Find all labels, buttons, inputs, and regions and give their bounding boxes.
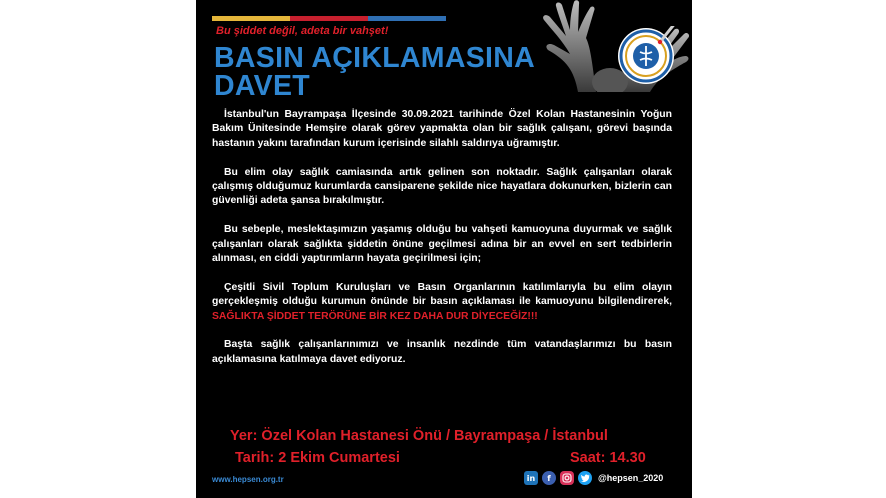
twitter-icon[interactable] bbox=[578, 471, 592, 485]
paragraph-1: İstanbul'un Bayrampaşa İlçesinde 30.09.2021 tarihinde Özel Kolan Hastanesinin Yoğun Bakım Ünitesinde Hemşire olarak görev yapmakta olan bir sağlık çalışanı, görevi başında hastanın yakını tarafından kurum içerisinde silahlı saldırıya uğramıştır. bbox=[212, 109, 672, 149]
social-handle[interactable]: @hepsen_2020 bbox=[598, 473, 664, 483]
paragraph-5: Başta sağlık çalışanlarınımızı ve insanlık nezdinde tüm vatandaşlarımızı bu basın açıklamasına katılmaya davet ediyoruz. bbox=[212, 339, 672, 365]
instagram-icon[interactable] bbox=[560, 471, 574, 485]
headline bbox=[214, 44, 535, 100]
event-place: Yer: Özel Kolan Hastanesi Önü / Bayrampaşa / İstanbul bbox=[230, 428, 608, 444]
blue-stripe bbox=[368, 16, 446, 21]
website-link[interactable]: www.hepsen.org.tr bbox=[212, 475, 284, 484]
paragraph-4-text: Çeşitli Sivil Toplum Kuruluşları ve Basın Organlarının katılımlarıyla bu elim olayın gerçekleşmiş olduğu kurumun önünde bir basın açıklaması ile kamuoyunu bilgilendirerek, bbox=[212, 281, 672, 308]
announcement-body bbox=[212, 108, 672, 382]
press-invitation-poster bbox=[196, 0, 692, 498]
paragraph-4-highlight: SAĞLIKTA ŞİDDET TERÖRÜNE BİR KEZ DAHA DUR DİYECEĞİZ!!! bbox=[212, 310, 538, 322]
red-stripe bbox=[290, 16, 368, 21]
paragraph-3: Bu sebeple, meslektaşımızın yaşamış olduğu bu vahşeti kamuoyuna duyurmak ve sağlık çalışanları olarak sağlıkta şiddetin önüne geçilmesi adına bir an evvel en sert tedbirlerin alınması, en ciddi yaptırımların hayata geçirilmesi için; bbox=[212, 224, 672, 265]
hepsen-logo bbox=[616, 26, 676, 86]
headline-line-2: DAVET bbox=[214, 70, 310, 102]
facebook-icon[interactable]: f bbox=[542, 471, 556, 485]
tagline: Bu şiddet değil, adeta bir vahşet! bbox=[216, 25, 389, 37]
yellow-stripe bbox=[212, 16, 290, 21]
paragraph-4 bbox=[212, 281, 672, 324]
headline-line-1: BASIN AÇIKLAMASINA bbox=[214, 42, 536, 74]
paragraph-2: Bu elim olay sağlık camiasında artık gelinen son noktadır. Sağlık çalışanları olarak çalışmış olduğumuz kurumlarda cansiparene şekilde nice hayatlara dokunurken, bizlerin can güvenliği adeta şansa bırakılmıştır. bbox=[212, 166, 672, 207]
event-time: Saat: 14.30 bbox=[570, 450, 646, 466]
social-links bbox=[524, 471, 663, 485]
event-date: Tarih: 2 Ekim Cumartesi bbox=[235, 450, 400, 466]
linkedin-icon[interactable]: in bbox=[524, 471, 538, 485]
